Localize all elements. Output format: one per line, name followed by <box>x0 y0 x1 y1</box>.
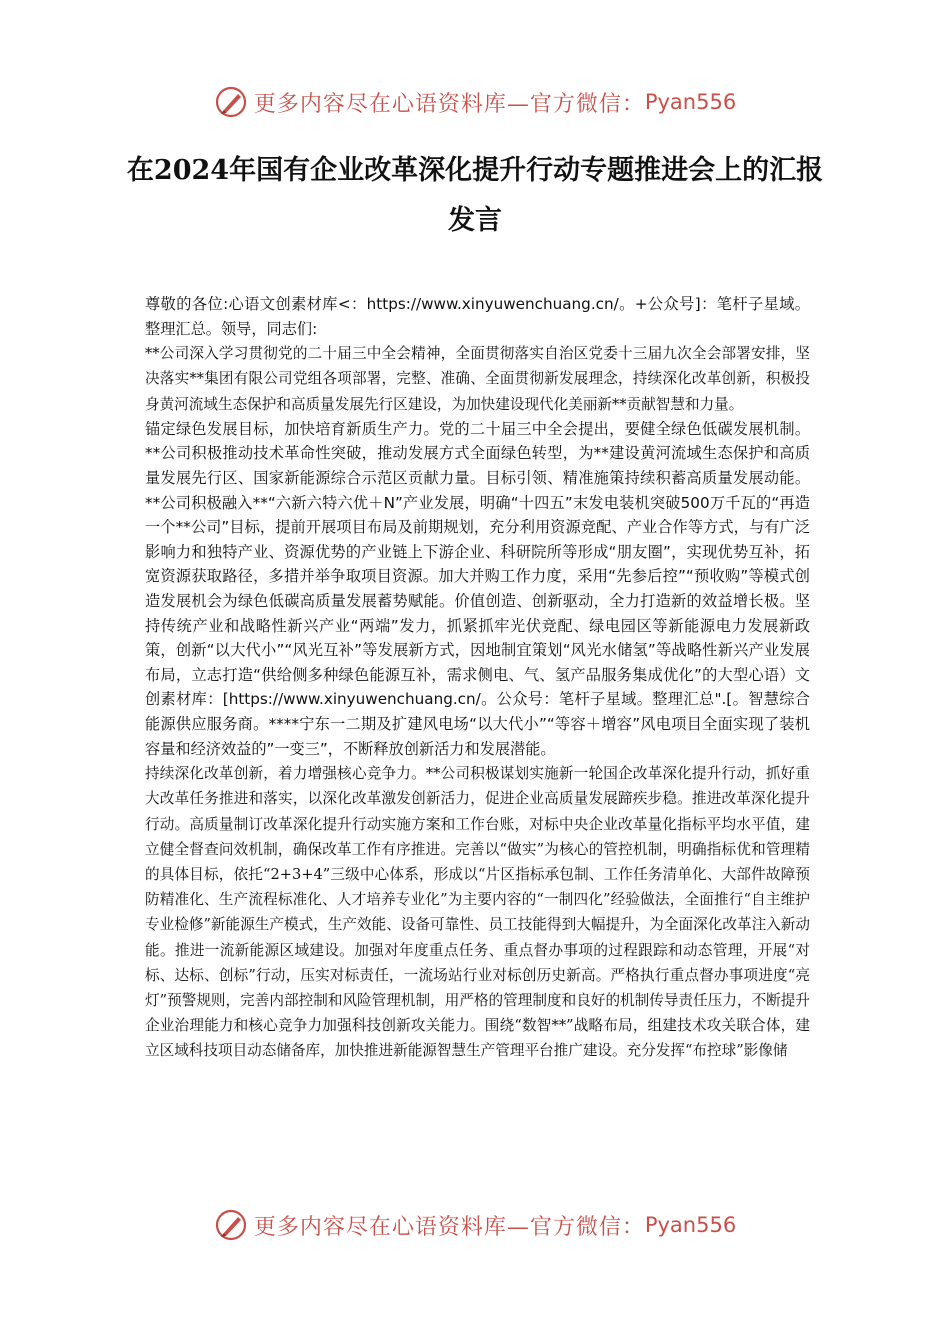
page-title: 在2024年国有企业改革深化提升行动专题推进会上的汇报发言 <box>126 155 824 236</box>
header-banner-text: 更多内容尽在心语资料库—官方微信： <box>253 91 645 117</box>
reform-innovation-paragraph: 持续深化改革创新，着力增强核心竞争力。**公司积极谋划实施新一轮国企改革深化提升行动，抓好重大改革任务推进和落实，以深化改革激发创新活力，促进企业高质量发展蹄疾步稳。推进改革深化提升行动。高质量制订改革深化提升行动实施方案和工作台账，对标中央企业改革量化指标平均水平值，建立健全督查问效机制，确保改革工作有序推进。完善以“做实”为核心的管控机制，明确指标优和管理精的具体目标，依托“2+3+4”三级中心体系，形成以“片区指标承包制、工作任务清单化、大部件故障预防精准化、生产流程标准化、人才培养专业化”为主要内容的“一制四化”经验做法，全面推行“自主维护专业检修”新能源生产模式，生产效能、设备可靠性、员工技能得到大幅提升，为全面深化改革注入新动能。推进一流新能源区域建设。加强对年度重点任务、重点督办事项的过程跟踪和动态管理，开展“对标、达标、创标”行动，压实对标责任，一流场站行业对标创历史新高。严格执行重点督办事项进度“亮灯”预警规则，完善内部控制和风险管理机制，用严格的管理制度和良好的机制传导责任压力，不断提升企业治理能力和核心竞争力加强科技创新攻关能力。围绕“数智**”战略布局，组建技术攻关联合体，建立区域科技项目动态储备库，加快推进新能源智慧生产管理平台推广建设。充分发挥“布控球”影像储 <box>145 765 810 1060</box>
pen-logo-icon <box>214 1208 248 1242</box>
header-banner-wechat-id: Pyan556 <box>644 90 737 114</box>
header-watermark-banner <box>0 82 950 122</box>
footer-banner-text: 更多内容尽在心语资料库—官方微信： <box>253 1214 645 1240</box>
footer-banner-wechat-id: Pyan556 <box>644 1213 737 1237</box>
pen-logo-icon <box>214 85 248 119</box>
intro-paragraph: **公司深入学习贯彻党的二十届三中全会精神，全面贯彻落实自治区党委十三届九次全会部署安排，坚决落实**集团有限公司党组各项部署，完整、准确、全面贯彻新发展理念，持续深化改革创新，积极投身黄河流域生态保护和高质量发展先行区建设，为加快建设现代化美丽新**贡献智慧和力量。 <box>145 345 810 413</box>
document-body <box>145 292 810 1064</box>
green-development-paragraph: 锚定绿色发展目标，加快培育新质生产力。党的二十届三中全会提出，要健全绿色低碳发展机制。**公司积极推动技术革命性突破，推动发展方式全面绿色转型，为**建设黄河流域生态保护和高质量发展先行区、国家新能源综合示范区贡献力量。目标引领、精准施策持续积蓄高质量发展动能。**公司积极融入**“六新六特六优＋N”产业发展，明确“十四五”末发电装机突破500万千瓦的“再造一个**公司”目标，提前开展项目布局及前期规划，充分利用资源竞配、产业合作等方式，与有广泛影响力和独特产业、资源优势的产业链上下游企业、科研院所等形成“朋友圈”，实现优势互补，拓宽资源获取路径，多措并举争取项目资源。加大并购工作力度，采用“先参后控”“预收购”等模式创造发展机会为绿色低碳高质量发展蓄势赋能。价值创造、创新驱动，全力打造新的效益增长极。坚持传统产业和战略性新兴产业“两端”发力，抓紧抓牢光伏竞配、绿电园区等新能源电力发展新政策，创新“以大代小”“风光互补”等发展新方式，因地制宜策划“风光水储氢”等战略性新兴产业发展布局，立志打造“供给侧多种绿色能源互补，需求侧电、气、氢产品服务集成优化”的大型心语）文创素材库：[https://www.xinyuwenchuang.cn/。公众号：笔杆子星域。整理汇总".[。智慧综合能源供应服务商。****宁东一二期及扩建风电场“以大代小”“等容＋增容”风电项目全面实现了装机容量和经济效益的”一变三”，不断释放创新活力和发展潜能。 <box>145 419 810 758</box>
footer-watermark-banner <box>0 1205 950 1245</box>
salutation-paragraph: 尊敬的各位:心语文创素材库<：https://www.xinyuwenchuang.cn/。+公众号]：笔杆子星域。整理汇总。领导，同志们: <box>145 295 810 338</box>
